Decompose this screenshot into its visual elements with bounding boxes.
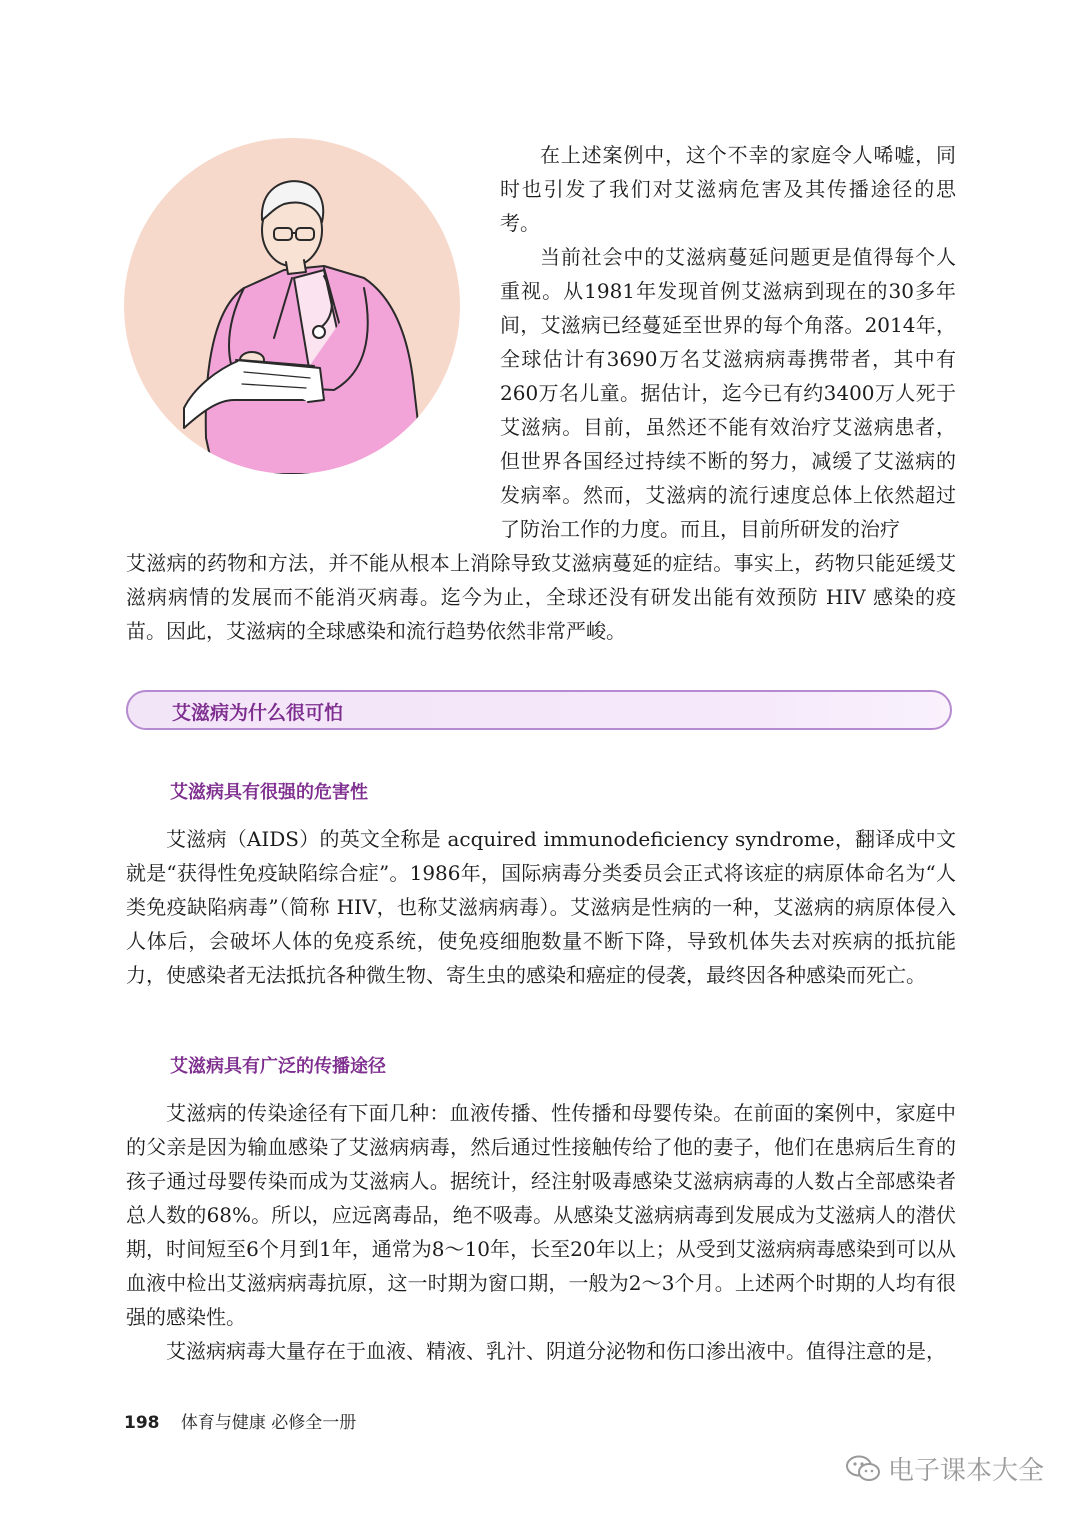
doctor-illustration [124,138,460,474]
watermark [846,1450,1044,1487]
transmission-body [126,1096,956,1368]
intro-continuation-text: 艾滋病的药物和方法，并不能从根本上消除导致艾滋病蔓延的症结。事实上，药物只能延缓艾滋病病情的发展而不能消灭病毒。迄今为止，全球还没有研发出能有效预防 HIV 感染的疫苗。因此，艾滋病的全球感染和流行趋势依然非常严峻。 [126,551,956,643]
intro-paragraph-2: 当前社会中的艾滋病蔓延问题更是值得每个人重视。从1981年发现首例艾滋病到现在的30多年间，艾滋病已经蔓延至世界的每个角落。2014年，全球估计有3690万名艾滋病病毒携带者，其中有260万名儿童。据估计，迄今已有约3400万人死于艾滋病。目前，虽然还不能有效治疗艾滋病患者，但世界各国经过持续不断的努力，减缓了艾滋病的发病率。然而，艾滋病的流行速度总体上依然超过了防治工作的力度。而且，目前所研发的治疗 [500,245,956,541]
intro-continuation [126,546,956,648]
section-title: 艾滋病为什么很可怕 [172,702,344,724]
subheading-harm: 艾滋病具有很强的危害性 [170,782,368,803]
page-number: 198 [124,1413,160,1433]
section-banner [126,690,952,730]
wechat-icon [846,1455,880,1483]
intro-text [500,138,956,546]
page-footer [124,1408,356,1433]
subheading-transmission: 艾滋病具有广泛的传播途径 [170,1056,386,1077]
transmission-paragraph-1: 艾滋病的传染途径有下面几种：血液传播、性传播和母婴传染。在前面的案例中，家庭中的父亲是因为输血感染了艾滋病病毒，然后通过性接触传给了他的妻子，他们在患病后生育的孩子通过母婴传染而成为艾滋病人。据统计，经注射吸毒感染艾滋病病毒的人数占全部感染者总人数的68%。所以，应远离毒品，绝不吸毒。从感染艾滋病病毒到发展成为艾滋病人的潜伏期，时间短至6个月到1年，通常为8～10年，长至20年以上；从受到艾滋病病毒感染到可以从血液中检出艾滋病病毒抗原，这一时期为窗口期，一般为2～3个月。上述两个时期的人均有很强的感染性。 [126,1101,956,1329]
harm-body [126,822,956,992]
harm-paragraph: 艾滋病（AIDS）的英文全称是 acquired immunodeficiency syndrome，翻译成中文就是“获得性免疫缺陷综合症”。1986年，国际病毒分类委员会正式将该症的病原体命名为“人类免疫缺陷病毒”（简称 HIV，也称艾滋病病毒）。艾滋病是性病的一种，艾滋病的病原体侵入人体后，会破坏人体的免疫系统，使免疫细胞数量不断下降，导致机体失去对疾病的抵抗能力，使感染者无法抵抗各种微生物、寄生虫的感染和癌症的侵袭，最终因各种感染而死亡。 [126,827,956,987]
intro-paragraph-1: 在上述案例中，这个不幸的家庭令人唏嘘，同时也引发了我们对艾滋病危害及其传播途径的思考。 [500,143,956,235]
book-title: 体育与健康 必修全一册 [180,1413,357,1433]
watermark-text: 电子课本大全 [887,1456,1044,1486]
transmission-paragraph-2: 艾滋病病毒大量存在于血液、精液、乳汁、阴道分泌物和伤口渗出液中。值得注意的是， [166,1339,946,1363]
